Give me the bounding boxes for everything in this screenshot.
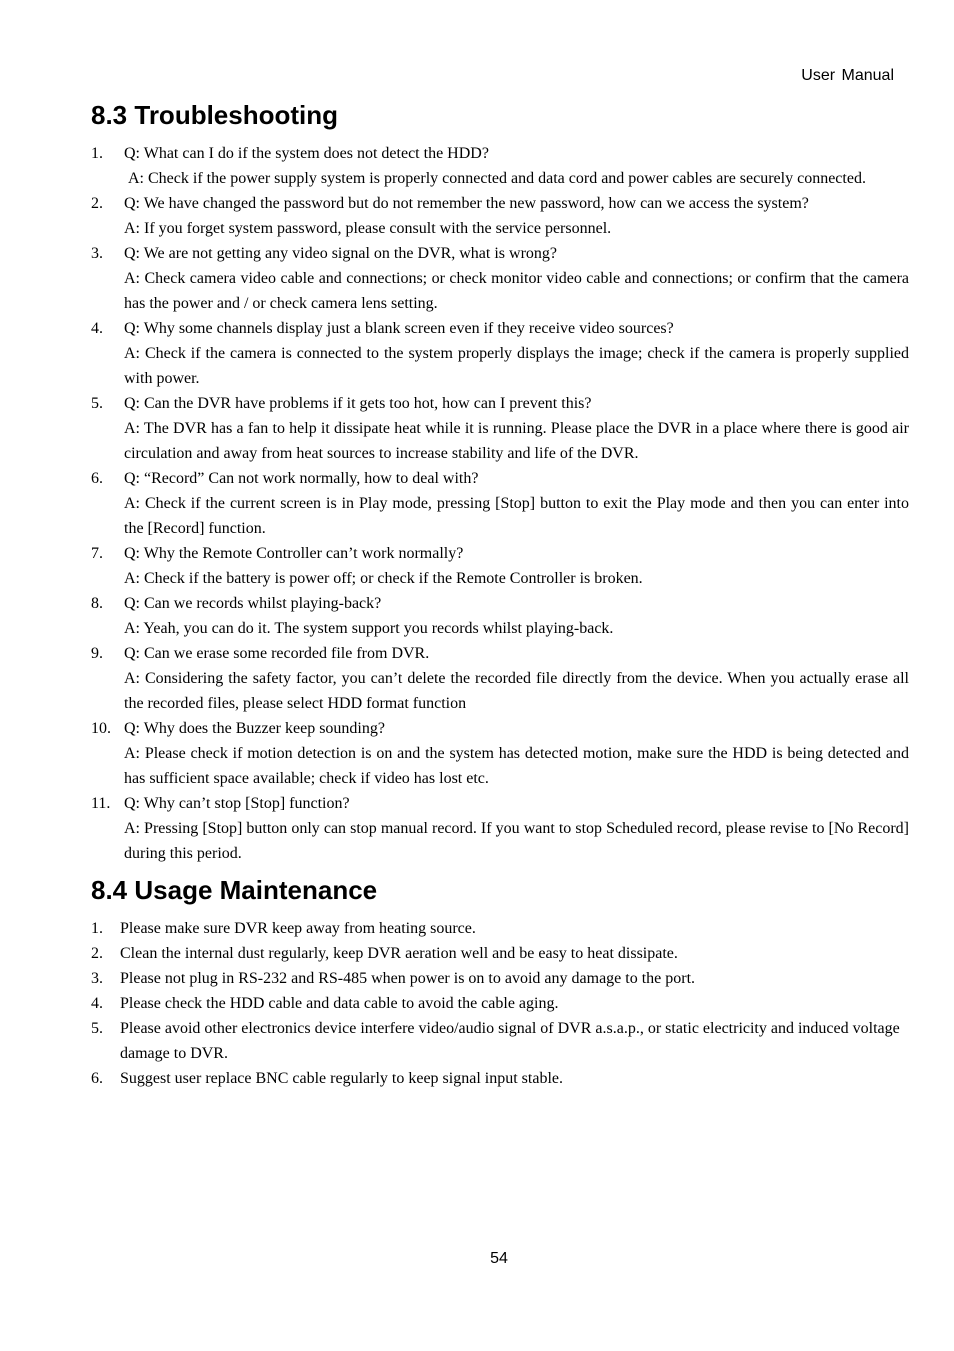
section-title-usage-maintenance: 8.4 Usage Maintenance — [91, 875, 378, 905]
item-number: 2. — [91, 945, 103, 962]
maintenance-text: Please avoid other electronics device interfere video/audio signal of DVR a.s.a.p., or static electricity and induced voltage damage to DVR. — [120, 1020, 900, 1062]
item-number: 6. — [91, 1070, 103, 1087]
maintenance-list — [91, 916, 909, 1091]
faq-item — [91, 391, 909, 466]
maintenance-item — [91, 941, 909, 966]
maintenance-item — [91, 1066, 909, 1091]
item-number: 5. — [91, 395, 103, 412]
item-number: 9. — [91, 645, 103, 662]
faq-answer: A: Check if the camera is connected to the system properly displays the image; check if the camera is properly supplied with power. — [124, 345, 909, 387]
maintenance-item — [91, 991, 909, 1016]
faq-question: Q: We have changed the password but do not remember the new password, how can we access the system? — [124, 195, 809, 212]
faq-item — [91, 791, 909, 866]
item-number: 11. — [91, 795, 111, 812]
maintenance-text: Suggest user replace BNC cable regularly to keep signal input stable. — [120, 1070, 563, 1087]
faq-question: Q: We are not getting any video signal on the DVR, what is wrong? — [124, 245, 557, 262]
running-header: User Manual — [801, 67, 894, 84]
faq-question: Q: “Record” Can not work normally, how to deal with? — [124, 470, 479, 487]
item-number: 2. — [91, 195, 103, 212]
maintenance-item — [91, 916, 909, 941]
faq-item — [91, 641, 909, 716]
maintenance-text: Please make sure DVR keep away from heating source. — [120, 920, 476, 937]
faq-question: Q: Can we erase some recorded file from DVR. — [124, 645, 430, 662]
item-number: 8. — [91, 595, 103, 612]
troubleshooting-list — [91, 141, 909, 866]
item-number: 7. — [91, 545, 103, 562]
faq-answer: A: Check if the power supply system is properly connected and data cord and power cables are securely connected. — [128, 170, 866, 187]
item-number: 3. — [91, 245, 103, 262]
faq-item — [91, 191, 909, 241]
faq-answer: A: Pressing [Stop] button only can stop manual record. If you want to stop Scheduled record, please revise to [No Record] during this period. — [124, 820, 909, 862]
maintenance-text: Clean the internal dust regularly, keep DVR aeration well and be easy to heat dissipate. — [120, 945, 678, 962]
faq-item — [91, 466, 909, 541]
faq-item — [91, 591, 909, 641]
maintenance-text: Please check the HDD cable and data cable to avoid the cable aging. — [120, 995, 559, 1012]
faq-question: Q: Can the DVR have problems if it gets too hot, how can I prevent this? — [124, 395, 592, 412]
faq-answer: A: The DVR has a fan to help it dissipate heat while it is running. Please place the DVR in a place where there is good air circulation and away from heat sources to increase stability and life of the DVR. — [124, 420, 909, 462]
faq-question: Q: Why some channels display just a blank screen even if they receive video sources? — [124, 320, 674, 337]
faq-question: Q: What can I do if the system does not detect the HDD? — [124, 145, 489, 162]
faq-item — [91, 316, 909, 391]
faq-answer: A: If you forget system password, please consult with the service personnel. — [124, 220, 612, 237]
maintenance-text: Please not plug in RS-232 and RS-485 when power is on to avoid any damage to the port. — [120, 970, 696, 987]
maintenance-item — [91, 966, 909, 991]
item-number: 1. — [91, 145, 103, 162]
item-number: 1. — [91, 920, 103, 937]
item-number: 4. — [91, 995, 103, 1012]
maintenance-item — [91, 1016, 909, 1066]
faq-question: Q: Can we records whilst playing-back? — [124, 595, 382, 612]
item-number: 6. — [91, 470, 103, 487]
faq-answer: A: Check camera video cable and connections; or check monitor video cable and connections; or confirm that the camera has the power and / or check camera lens setting. — [124, 270, 909, 312]
faq-answer: A: Considering the safety factor, you can’t delete the recorded file directly from the device. When you actually erase all the recorded files, please select HDD format function — [124, 670, 909, 712]
faq-item — [91, 141, 909, 191]
faq-question: Q: Why the Remote Controller can’t work normally? — [124, 545, 464, 562]
item-number: 10. — [91, 720, 111, 737]
faq-item — [91, 541, 909, 591]
item-number: 5. — [91, 1020, 103, 1037]
faq-question: Q: Why can’t stop [Stop] function? — [124, 795, 350, 812]
item-number: 3. — [91, 970, 103, 987]
item-number: 4. — [91, 320, 103, 337]
faq-item — [91, 241, 909, 316]
faq-answer: A: Yeah, you can do it. The system support you records whilst playing-back. — [124, 620, 614, 637]
section-title-troubleshooting: 8.3 Troubleshooting — [91, 100, 339, 130]
faq-answer: A: Check if the current screen is in Play mode, pressing [Stop] button to exit the Play mode and then you can enter into the [Record] function. — [124, 495, 909, 537]
faq-answer: A: Check if the battery is power off; or check if the Remote Controller is broken. — [124, 570, 643, 587]
page-number: 54 — [490, 1250, 508, 1267]
faq-answer: A: Please check if motion detection is on and the system has detected motion, make sure the HDD is being detected and has sufficient space available; check if video has lost etc. — [124, 745, 909, 787]
faq-item — [91, 716, 909, 791]
faq-question: Q: Why does the Buzzer keep sounding? — [124, 720, 385, 737]
